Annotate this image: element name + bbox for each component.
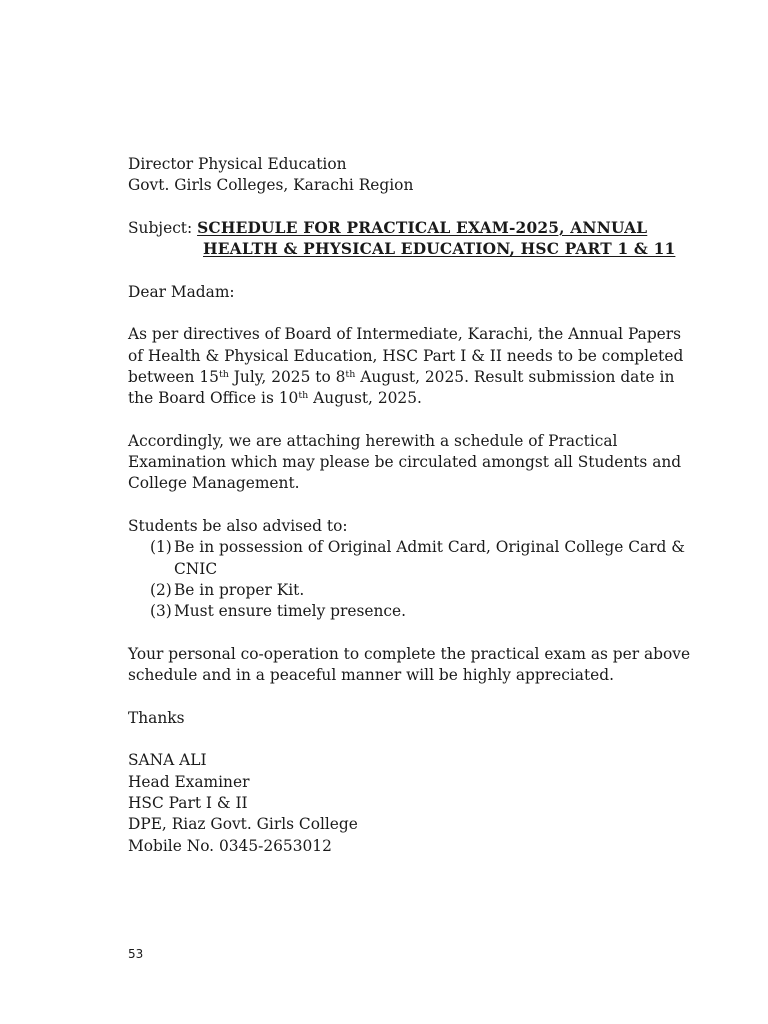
list-number: (1) [150,538,172,557]
page-number: 53 [128,947,144,961]
signatory-name: SANA ALI [128,751,207,770]
paragraph-line: schedule and in a peaceful manner will be highly appreciated. [128,666,614,685]
recipient-title: Director Physical Education [128,155,347,173]
signatory-title: Head Examiner [128,772,250,791]
subject-label: Subject: [128,218,198,237]
subject-title-part-2: HEALTH & PHYSICAL EDUCATION, HSC PART 1 & 11 [203,240,676,259]
list-item [150,537,728,580]
signatory-program: HSC Part I & II [128,793,248,812]
paragraph-line: between 15th July, 2025 to 8th August, 2025. Result submission date in [128,367,675,386]
advice-intro: Students be also advised to: [128,517,348,536]
list-number: (3) [150,602,172,621]
list-item [150,601,728,622]
list-text: Be in proper Kit. [174,580,305,599]
salutation: Dear Madam: [128,282,235,301]
paragraph-line: of Health & Physical Education, HSC Part I & II needs to be completed [128,346,684,365]
ordinal-suffix: th [298,390,309,402]
advice-section [128,516,728,622]
paragraph-directives [128,324,728,409]
paragraph-line: As per directives of Board of Intermediate, Karachi, the Annual Papers [128,325,682,344]
paragraph-line: Your personal co-operation to complete the practical exam as per above [128,644,691,663]
paragraph-attachment [128,431,728,495]
list-text: Be in possession of Original Admit Card, Original College Card & CNIC [174,538,685,578]
subject-line-2 [128,239,728,260]
paragraph-line: Examination which may please be circulated amongst all Students and [128,453,682,472]
signatory-mobile: Mobile No. 0345-2653012 [128,836,332,855]
paragraph-line: College Management. [128,474,300,493]
list-item [150,580,728,601]
signatory-institution: DPE, Riaz Govt. Girls College [128,815,358,834]
signature-block [128,750,728,856]
paragraph-cooperation [128,644,728,687]
ordinal-suffix: th [218,368,229,380]
ordinal-suffix: th [345,368,356,380]
subject-title-part-1: SCHEDULE FOR PRACTICAL EXAM-2025, ANNUAL [197,218,648,237]
letter-body [128,154,728,857]
list-number: (2) [150,580,172,599]
paragraph-line: the Board Office is 10th August, 2025. [128,389,422,408]
list-text: Must ensure timely presence. [174,602,407,621]
paragraph-line: Accordingly, we are attaching herewith a schedule of Practical [128,431,618,450]
recipient-organization: Govt. Girls Colleges, Karachi Region [128,176,414,195]
subject-line-1 [128,218,728,239]
closing: Thanks [128,708,185,727]
